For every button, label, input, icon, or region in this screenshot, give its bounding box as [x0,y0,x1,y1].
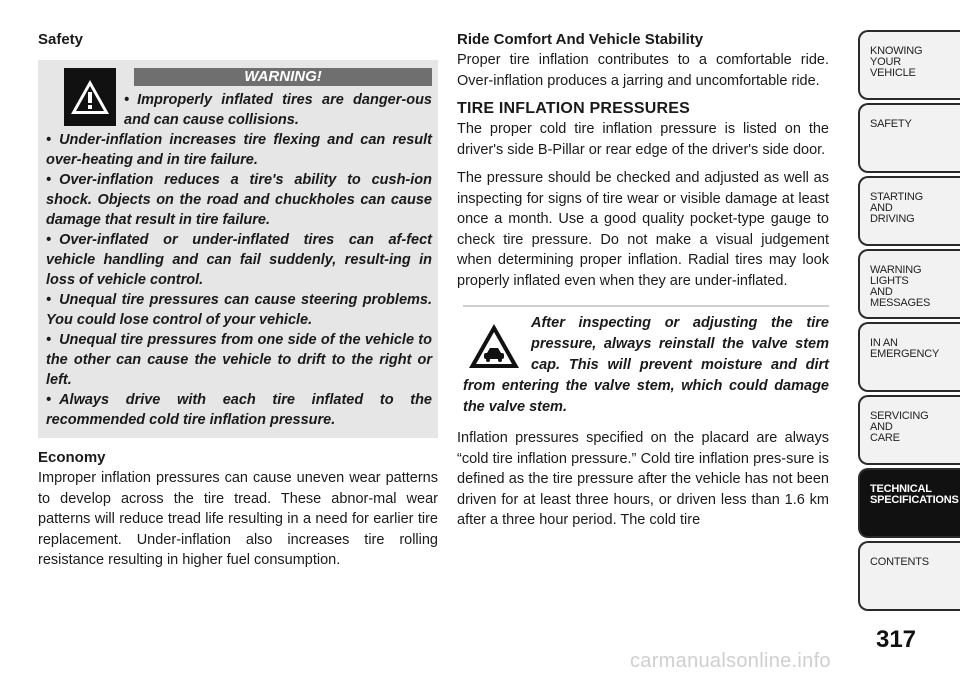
ride-comfort-paragraph: Proper tire inflation contributes to a comfortable ride. Over-inflation produces a jarring and uncomfortable ride. [457,52,829,89]
tab-starting-and-driving[interactable]: STARTING AND DRIVING [858,176,960,246]
tab-safety[interactable]: SAFETY [858,103,960,173]
section-heading-tire-pressures: TIRE INFLATION PRESSURES [457,100,690,117]
tab-technical-specifications[interactable]: TECHNICAL SPECIFICATIONS [858,468,960,538]
warning-list [46,90,432,430]
caution-note-text: After inspecting or adjusting the tire pressure, always reinstall the valve stem cap. This will prevent moisture and dirt from entering the valve stem, which could damage the valve stem. [463,315,829,415]
section-heading-economy: Economy [38,449,106,466]
warning-triangle-icon [64,68,116,126]
pressures-paragraph-3: Inflation pressures specified on the placard are always “cold tire inflation pressure.” Cold tire inflation pres-sure is defined as the tire pressure after the vehicle has not been driven for at least three hours, or driven less than 1.6 km after a three hour period. The cold tire [457,430,829,528]
warning-box [38,60,438,438]
tab-in-an-emergency[interactable]: IN AN EMERGENCY [858,322,960,392]
caution-car-icon [465,317,523,375]
tab-contents[interactable]: CONTENTS [858,541,960,611]
warning-item: • Over-inflated or under-inflated tires can af-fect vehicle handling and can fail suddenly, result-ing in loss of vehicle control. [46,230,432,290]
page-number: 317 [875,626,917,653]
warning-item: • Always drive with each tire inflated to the recommended cold tire inflation pressure. [46,390,432,430]
tab-knowing-your-vehicle[interactable]: KNOWING YOUR VEHICLE [858,30,960,100]
warning-item: • Unequal tire pressures from one side of the vehicle to the other can cause the vehicle to drift to the right or left. [46,330,432,390]
warning-title: WARNING! [134,68,432,86]
warning-item: • Under-inflation increases tire flexing and can result over-heating and in tire failure. [46,130,432,170]
warning-item: • Unequal tire pressures can cause steering problems. You could lose control of your vehicle. [46,290,432,330]
watermark: carmanualsonline.info [630,650,831,672]
warning-item: • Improperly inflated tires are danger-ous and can cause collisions. [46,90,432,130]
warning-item: • Over-inflation reduces a tire's ability to cush-ion shock. Objects on the road and chuckholes can cause damage that result in tire failure. [46,170,432,230]
pressures-paragraph-2: The pressure should be checked and adjusted as well as inspecting for signs of tire wear or visible damage at least once a month. Use a good quality pocket-type gauge to check tire pressure. Do not make a visual judgement when determining proper inflation. Radial tires may look properly inflated even when they are under-inflated. [457,170,829,289]
pressures-paragraph-1: The proper cold tire inflation pressure is listed on the driver's side B-Pillar or rear edge of the driver's side door. [457,121,829,158]
left-column [38,30,438,571]
section-heading-safety: Safety [38,31,84,48]
chapter-tabs [858,30,960,614]
right-column [457,30,829,531]
tab-warning-lights-and-messages[interactable]: WARNING LIGHTS AND MESSAGES [858,249,960,319]
economy-paragraph: Improper inflation pressures can cause uneven wear patterns to develop across the tire tread. These abnor-mal wear patterns will reduce tread life resulting in a need for earlier tire replacement. Under-inflation also increases tire rolling resistance resulting in higher fuel consumption. [38,470,438,568]
section-heading-ride-comfort: Ride Comfort And Vehicle Stability [457,31,704,48]
caution-note [463,305,829,418]
tab-servicing-and-care[interactable]: SERVICING AND CARE [858,395,960,465]
